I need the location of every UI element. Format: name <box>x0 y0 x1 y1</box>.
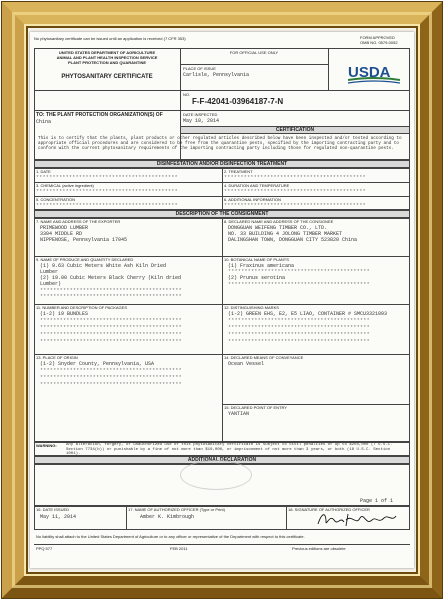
treatment-type-label: 2. TREATMENT <box>224 169 253 174</box>
conveyance-value: Ocean Vessel <box>228 361 265 367</box>
official-use-label: FOR OFFICIAL USE ONLY <box>229 50 279 55</box>
officer-signature <box>314 508 398 530</box>
origin-label: 13. PLACE OF ORIGIN <box>36 355 78 360</box>
warning-text: Any alteration, forgery, or unauthorized use of this phytosanitary certificate is subject to civil penalties of up to $250,000 (7 U.S.C. Section 7734(b)) or punishable by a fine of not more than $10,000, or imprisonment of not more than 3 years, or both (18 U.S.C. Section 1001). <box>66 443 393 456</box>
conveyance-label: 14. DECLARED MEANS OF CONVEYANCE <box>224 355 304 360</box>
usda-logo <box>348 62 400 86</box>
produce-line: Lumber) <box>40 281 62 287</box>
agency-line-2: ANIMAL AND PLANT HEALTH INSPECTION SERVICE <box>56 55 158 60</box>
exporter-line: PRIMEWOOD LUMBER <box>40 225 89 231</box>
certificate-title: PHYTOSANITARY CERTIFICATE <box>61 74 153 80</box>
date-issued-label: 16. DATE ISSUED <box>36 507 70 512</box>
marks-line: (1-2) GREEN EHS, E2, E5 LIAO, CONTAINER # SMCU3321093 <box>228 311 388 317</box>
chemical-label: 3. CHEMICAL (active ingredient) <box>36 183 94 188</box>
form-number: PPQ 577 <box>36 546 53 551</box>
certification-text: This is to certify that the plants, plant products or other regulated articles described below have been inspected and/or tested according to appropriate official procedures and are considered to be free from the quarantine pests, specified by the importing contracting party and to conform with the current phytosanitary requirements of the importing contracting party including those for regulated non-quarantine pests. <box>38 136 402 151</box>
produce-line: (2) 19.00 Cubic Meters Black Cherry (Kiln dried <box>40 275 182 281</box>
agency-line-1: UNITED STATES DEPARTMENT OF AGRICULTURE <box>58 50 156 55</box>
officer-name-value: Amber K. Kimbrough <box>140 514 195 520</box>
place-of-issue-value: Carlisle, Pennsylvania <box>183 72 250 78</box>
omb-number: OMB NO. 0579-0052 <box>360 40 398 45</box>
botanical-line: (1) Fraxinus americana <box>228 263 295 269</box>
faded-seal <box>180 460 252 490</box>
certification-heading: CERTIFICATION <box>180 126 410 134</box>
previous-editions-note: Previous editions are obsolete <box>292 546 346 551</box>
produce-line: Lumber <box>40 269 59 275</box>
treatment-heading: DISINFESTATION AND/OR DISINFECTION TREATMENT <box>34 160 410 168</box>
to-organization-value: China <box>36 119 52 125</box>
issuance-notice: No phytosanitary certificate can be issued until an application is received (7 CFR 353) <box>34 36 186 41</box>
consignee-label: 8. DECLARED NAME AND ADDRESS OF THE CONSIGNEE <box>224 219 334 224</box>
marks-label: 12. DISTINGUISHING MARKS <box>224 305 279 310</box>
cert-no-label: NO. <box>183 92 191 97</box>
to-organization-label: TO: THE PLANT PROTECTION ORGANIZATION(S) OF <box>36 112 163 118</box>
additional-declaration-heading: ADDITIONAL DECLARATION <box>34 456 410 464</box>
consignment-heading: DESCRIPTION OF THE CONSIGNMENT <box>34 210 410 218</box>
treatment-date-label: 1. DATE <box>36 169 51 174</box>
packages-line: (1-2) 19 BUNDLES <box>40 311 89 317</box>
agency-line-3: PLANT PROTECTION AND QUARANTINE <box>67 60 147 65</box>
produce-label: 9. NAME OF PRODUCE AND QUANTITY DECLARED <box>36 257 134 262</box>
concentration-label: 5. CONCENTRATION <box>36 197 76 202</box>
exporter-line: 3304 MIDDLE RD <box>40 231 83 237</box>
botanical-label: 10. BOTANICAL NAME OF PLANTS <box>224 257 289 262</box>
date-issued-value: May 11, 2014 <box>40 514 77 520</box>
consignee-line: NO. 33 BUILDING 4 JOLONG TIMBER MARKET <box>228 231 343 237</box>
botanical-line: (2) Prunus serotina <box>228 275 286 281</box>
date-inspected-value: May 10, 2014 <box>183 118 220 124</box>
consignee-line: DONGGUAN WEIFENG TIMBER CO., LTD. <box>228 225 328 231</box>
signature-label: 18. SIGNATURE OF AUTHORIZED OFFICER <box>288 507 370 512</box>
page-indicator: Page 1 of 1 <box>360 498 394 504</box>
packages-label: 11. NUMBER AND DESCRIPTION OF PACKAGES <box>36 305 127 310</box>
entry-point-label: 15. DECLARED POINT OF ENTRY <box>224 405 287 410</box>
certificate-page: No phytosanitary certificate can be issued until an application is received (7 CFR 353) FORM APPROVED OMB NO. 0579-0052 UNITED STATES DEPARTMENT OF AGRICULTURE ANIMAL AND PLANT HEALTH INSPECTION SERVICE PLANT PROTECTION AND QUARANTINE PHYTOSANITARY CERTIFICATE FOR OFFICIAL USE ONLY PLACE OF ISSUE Carlisle, Pennsylvania USDA NO. F-F-42041-03964187-7-N TO: THE PLANT PROTECTION ORGANIZATION(S) OF China DATE INSPECTED May 10, 2014 CERTIFICATION This is to certify that the plants, plant products or other regulated articles described below have been inspected and/or tested according to appropriate official procedures and are considered to be free from the quarantine pests, specified by the importing contracting party and to conform with the current phytosanitary requirements of the importing contracting party including those for regulated non-quarantine pests. DISINFESTATION AND/OR DISINFECTION TREATMENT 1. DATE 2. TREATMENT 3. CHEMICAL (active ingredient) 4. DURATION AND TEMPERATURE 5. CONCENTRATION 6. ADDITIONAL INFORMATION ******************************************* ******************************************* ******************************************* ******************************************* ******************************************* ******************************************* DESCRIPTION OF THE CONSIGNMENT 7. NAME AND ADDRESS OF THE EXPORTER PRIMEWOOD LUMBER 3304 MIDDLE RD NIPPENOSE, Pennsylvania 17045 8. DECLARED NAME AND ADDRESS OF THE CONSIGNEE DONGGUAN WEIFENG TIMBER CO., LTD. NO. 33 BUILDING 4 JOLONG TIMBER MARKET DALINGSHAN TOWN, DONGGUAN CITY 523820 China 9. NAME OF PRODUCE AND QUANTITY DECLARED (1) 9.63 Cubic Meters White Ash Kiln Dried Lumber (2) 19.00 Cubic Meters Black Cherry (Kiln dried Lumber) ******************************************* ******************************************* 10. BOTANICAL NAME OF PLANTS (1) Fraxinus americana ******************************************* (2) Prunus serotina ******************************************* 11. NUMBER AND DESCRIPTION OF PACKAGES (1-2) 19 BUNDLES ******************************************* ******************************************* ******************************************* ******************************************* 12. DISTINGUISHING MARKS (1-2) GREEN EHS, E2, E5 LIAO, CONTAINER # SMCU3321093 ******************************************* ******************************************* ******************************************* ******************************************* 13. PLACE OF ORIGIN (1-2) Snyder County, Pennsylvania, USA ******************************************* ******************************************* ******************************************* 14. DECLARED MEANS OF CONVEYANCE Ocean Vessel 15. DECLARED POINT OF ENTRY YANTIAN WARNING: Any alteration, forgery, or unauthorized use of this phytosanitary certificate is subject to civil penalties of up to $250,000 (7 U.S.C. Section 7734(b)) or punishable by a fine of not more than $10,000, or imprisonment of not more than 3 years, or both (18 U.S.C. Section 1001). ADDITIONAL DECLARATION Page 1 of 1 16. DATE ISSUED May 11, 2014 17. NAME OF AUTHORIZED OFFICER (Type or Print) Amber K. Kimbrough 18. SIGNATURE OF AUTHORIZED OFFICER No liability shall attach to the United States Department of Agriculture or to any officer or representative of the Department with respect to this certificate. PPQ 577 FEB 2011 Previous editions are obsolete <box>30 32 414 568</box>
origin-line: (1-2) Snyder County, Pennsylvania, USA <box>40 361 155 367</box>
duration-label: 4. DURATION AND TEMPERATURE <box>224 183 290 188</box>
produce-line: (1) 9.63 Cubic Meters White Ash Kiln Dried <box>40 263 167 269</box>
form-edition: FEB 2011 <box>170 546 188 551</box>
certificate-number: F-F-42041-03964187-7-N <box>192 97 284 106</box>
liability-notice: No liability shall attach to the United States Department of Agriculture or to any officer or representative of the Department with respect to this certificate. <box>36 534 305 539</box>
entry-point-value: YANTIAN <box>228 411 250 417</box>
form-approved: FORM APPROVED <box>360 35 395 40</box>
svg-text:USDA: USDA <box>348 64 391 81</box>
place-of-issue-label: PLACE OF ISSUE <box>183 66 216 71</box>
additional-info-label: 6. ADDITIONAL INFORMATION <box>224 197 281 202</box>
warning-label: WARNING: <box>36 443 57 448</box>
consignee-line: DALINGSHAN TOWN, DONGGUAN CITY 523820 China <box>228 237 358 243</box>
date-inspected-label: DATE INSPECTED <box>183 112 218 117</box>
exporter-line: NIPPENOSE, Pennsylvania 17045 <box>40 237 128 243</box>
exporter-label: 7. NAME AND ADDRESS OF THE EXPORTER <box>36 219 121 224</box>
officer-name-label: 17. NAME OF AUTHORIZED OFFICER (Type or Print) <box>128 507 225 512</box>
